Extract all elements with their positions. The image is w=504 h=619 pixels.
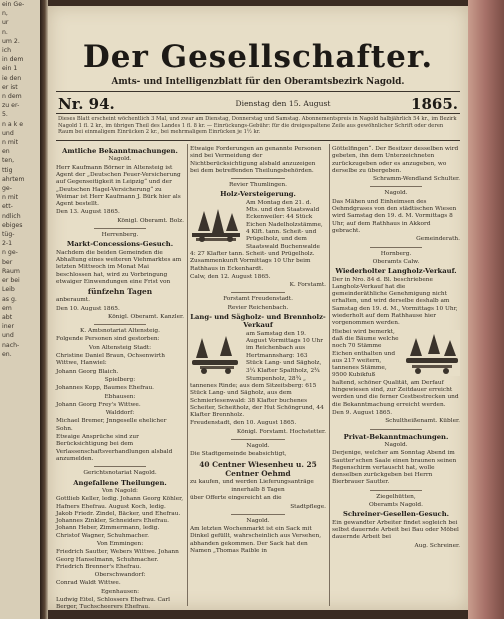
left-page-line: und bbox=[2, 332, 14, 340]
issue-number: Nr. 94. bbox=[58, 95, 115, 113]
left-page-line: ett- bbox=[2, 203, 13, 211]
left-page-line: 2-1 bbox=[2, 240, 13, 248]
notice-text: Derjenige, welcher am Sonntag Abend im Sautter'schen Saale einen braunen seinen Regenschirm vertauscht hat, wolle denselben zurückgeben bei Herrn Bierbrauer Sautter. bbox=[332, 450, 457, 486]
notice-heading: Schreiner-Gesellen-Gesuch. bbox=[342, 510, 450, 519]
left-page-line: ie den bbox=[2, 74, 22, 82]
notice-date: Den 13. August 1865. bbox=[56, 209, 120, 216]
woodcut-logging-icon bbox=[190, 332, 242, 376]
subscription-notice: Dieses Blatt erscheint wöchentlich 3 Mal, und zwar am Dienstag, Donnerstag und Samstag. Abonnementspreis in Nagold halbjährlich 54 kr., im Bezirk Nagold 1 fl. 2 kr., im übrigen Theil des Landes 1 fl. 8 kr. — Einrückungs-Gebühr: für die dreigespaltene Zeile aus gewöhnlicher Schrift oder deren Raum bei einmaligem Einrücken 2 kr., bei mehrmaligem Einrücken je 1½ kr. bbox=[58, 116, 457, 136]
left-page-line: ge- bbox=[2, 185, 12, 193]
notice-signature: K. Forstamt. bbox=[289, 282, 326, 289]
book-gutter bbox=[40, 0, 48, 619]
left-page-line: um 2. bbox=[2, 37, 20, 45]
section-heading: Amtliche Bekanntmachungen. bbox=[62, 147, 178, 155]
left-page-line: nach- bbox=[2, 341, 20, 349]
notice-text: Nachdem die beiden Gemeinden die Abhaltung eines weiteren Viehmarktes am letzten Mittwoch im Monat Mai beschlossen hat, wird zu Vorbringung etwaiger Einwendungen eine Frist von bbox=[56, 249, 182, 285]
left-page-line: n. bbox=[2, 28, 8, 36]
notice-emphasis: 40 Centner Wiesenheu u. 25 Centner Oehmd bbox=[199, 459, 317, 478]
notice-text: Etwaige Forderungen an genannte Personen sind bei Vermeidung der Nichtberücksichtigung alsbald anzuzeigen bei dem betreffenden Theilungsbehörden. bbox=[190, 146, 322, 174]
column-3 bbox=[332, 146, 460, 604]
place-name: Nagold. bbox=[384, 441, 408, 448]
left-page-line: ur bbox=[2, 19, 9, 27]
newspaper-title: Der Gesellschafter. bbox=[82, 39, 434, 75]
left-page-line: ten, bbox=[2, 157, 15, 165]
column-divider bbox=[329, 144, 330, 606]
issue-date: Dienstag den 15. August bbox=[235, 99, 331, 108]
left-page-line: iner bbox=[2, 323, 14, 331]
notice-text: Folgende Personen sind gestorben: bbox=[56, 336, 160, 343]
notice-signature: Stadtpflege. bbox=[290, 503, 326, 510]
place-name: Nagold. bbox=[108, 156, 132, 163]
place-name: K. Amtsnotariat Altensteig. bbox=[80, 328, 160, 335]
notice-text: 3¼ Klafter Spaltholz, 2¾ Stumpenholz, 28¾ „ tannenes Rinde; aus dem Sitzeitsberg: 615 Stück Lang- und Sägholz, aus dem Schmierlesenwald: 38 Klafter buchenes Scheiter, Scheitholz, der Hut Schöngrund, 44 Klafter Brennholz. bbox=[190, 368, 324, 419]
left-page-line: und bbox=[2, 129, 14, 137]
left-page-line: n, bbox=[2, 10, 8, 18]
left-page-line: ein 1 bbox=[2, 65, 18, 73]
left-page-line: en. bbox=[2, 350, 12, 358]
notice-text: am Samstag den 19. August Vormittags 10 Uhr im Reichenbach aus Hertmannsharg: 163 Stück Lang- und Sägholz, bbox=[246, 330, 324, 367]
notice-text: Friedrich Sautter, Webers Wittwe. Johann Georg Hanselmann, Schuhmacher. Friedrich Brenner's Ehefrau. bbox=[56, 549, 179, 570]
notice-subheading: Von Altensteig Stadt: bbox=[88, 344, 152, 351]
notice-signature: Königl. Oberamt. Kanzler. bbox=[108, 313, 184, 320]
section-heading: Privat-Bekanntmachungen. bbox=[343, 432, 449, 441]
notice-subheading: Walddorf: bbox=[105, 410, 135, 417]
left-page-line: ttig bbox=[2, 166, 13, 174]
place-name: Herrenberg. bbox=[101, 232, 139, 239]
notice-text: Johann Georg Blaich. bbox=[56, 368, 119, 375]
notice-subheading: Oberamts Calw. bbox=[372, 258, 420, 265]
column-2 bbox=[190, 146, 326, 604]
notice-signature: Schramm-Wendland Schulter. bbox=[372, 176, 460, 183]
place-name: Nagold. bbox=[246, 517, 270, 524]
notice-text: über Offerte eingereicht an die bbox=[190, 495, 282, 502]
separator bbox=[370, 429, 421, 430]
notice-signature: Königl. Forstamt. Hochstetter. bbox=[236, 428, 326, 435]
left-page-line: zu er- bbox=[2, 102, 20, 110]
left-page-line: n dem bbox=[2, 93, 22, 101]
left-page-fragment bbox=[0, 0, 40, 619]
left-page-line: n mit bbox=[2, 194, 19, 202]
notice-text: Ein gewandter Arbeiter findet sogleich bei selbst dauernde Arbeit bei Bau oder Möbel dauernde Arbeit bei bbox=[332, 519, 459, 541]
notice-subheading: Von Nagold: bbox=[102, 487, 138, 494]
notice-date: Freudenstadt, den 10. August 1865. bbox=[190, 420, 297, 427]
notice-text: zu kaufen, und werden Lieferungsanträge bbox=[190, 478, 314, 485]
left-page-line: em bbox=[2, 304, 12, 312]
notice-date: Den 9. August 1865. bbox=[332, 409, 393, 416]
newspaper-subtitle: Amts- und Intelligenzblatt für den Oberamtsbezirk Nagold. bbox=[111, 77, 405, 87]
notice-heading: Angefallene Theilungen. bbox=[73, 478, 167, 487]
notice-heading: Markt-Concessions-Gesuch. bbox=[66, 240, 174, 249]
notice-text: Etwaige Ansprüche sind zur Berücksichtigung bei dem Verlassenschaftsverhandlungen alsbald anzumelden. bbox=[56, 434, 173, 462]
notice-text: Die Stadtgemeinde beabsichtigt, bbox=[190, 451, 287, 458]
left-page-line: er bei bbox=[2, 277, 20, 285]
columns-rule bbox=[56, 140, 460, 141]
notice-subheading: Ebhausen: bbox=[104, 393, 136, 400]
notice-subheading: Oberamts Nagold. bbox=[369, 501, 423, 508]
notice-text: Johannes Kopp, Baumes Ehefrau. bbox=[56, 385, 155, 392]
issue-year: 1865. bbox=[411, 95, 458, 113]
left-page-line: 5. bbox=[2, 111, 8, 119]
book-edge bbox=[468, 0, 504, 619]
notice-text: Gottlieb Keller, ledig. Johann Georg Köhler, Hafners Ehefrau. August Koch, ledig. Jakob Friedr. Zindel, Bäcker, und Ehefrau. Johannes Zinkler, Schneiders Ehefrau. Johann Heber, Zimmermann, ledig. Christof Wagner, Schuhmacher. bbox=[56, 496, 184, 539]
place-name: Hornberg. bbox=[380, 250, 412, 257]
separator bbox=[231, 514, 285, 515]
notice-subheading: Spielberg: bbox=[104, 376, 136, 383]
notice-text: Göttelfingen“. Der Besitzer desselben wird gebeten, ihn dem Unterzeichneten zurückzugeben oder es anzugeben, wo derselbe zu übergeben. bbox=[332, 146, 459, 174]
left-page-line: Leib bbox=[2, 286, 15, 294]
separator bbox=[370, 247, 421, 248]
left-page-line: n ge- bbox=[2, 249, 18, 257]
notice-text: Herr Kaufmann Börner in Altensteig ist Agent der „Deutschen Feuer-Versicherung auf Gegenseitigkeit in Leipzig“ und der „Deutschen Hagel-Versicherung“ zu Weimar ist Herr Kaufmann J. Bürk hier als Agent bestellt. bbox=[56, 164, 181, 208]
left-page-line: in dem bbox=[2, 56, 24, 64]
notice-subheading: Egenhausen: bbox=[100, 588, 140, 595]
left-page-line: n a k e bbox=[2, 120, 24, 128]
left-page-line: abt bbox=[2, 313, 13, 321]
separator bbox=[370, 490, 421, 491]
separator bbox=[231, 439, 285, 440]
notice-text: Michael Bremer, Jnngeselle ehelicher Sohn. bbox=[56, 418, 167, 432]
notice-signature: Aug. Schreiner. bbox=[414, 542, 460, 549]
masthead-line bbox=[58, 95, 458, 111]
notice-text: Das Mähen und Einheimsen des Oehmdgrases von den städtischen Wiesen wird Samstag den 19. d. M. Vormittags 8 Uhr, auf dem Rathhaus in Akkord gebracht. bbox=[332, 198, 457, 234]
left-page-line: ahrtem bbox=[2, 175, 25, 183]
masthead-rule-bottom bbox=[56, 113, 460, 114]
notice-text: Ludwig Eitel, Schlossers Ehefrau. Carl Berger, Tuchscheerers Ehefrau. bbox=[56, 597, 171, 611]
left-page-line: as g. bbox=[2, 295, 17, 303]
left-page-line: ich bbox=[2, 47, 12, 55]
separator bbox=[231, 292, 285, 293]
separator bbox=[370, 186, 421, 187]
notice-heading: Holz-Versteigerung. bbox=[220, 190, 296, 199]
notice-subheading: Von Emmingen: bbox=[96, 540, 144, 547]
left-page-line: n mit bbox=[2, 139, 19, 147]
notice-heading: Wiederholter Langholz-Verkauf. bbox=[335, 267, 457, 276]
left-page-line: tüg- bbox=[2, 231, 15, 239]
woodcut-logging-icon bbox=[404, 330, 460, 376]
notice-date: Calw, den 12. August 1865. bbox=[190, 273, 271, 280]
notice-text: Am Montag den 21. d. Mts. und den Staatswald Eckenweiler: 44 Stück Eichen Nadelholzstämme, 4 Klft. tann. Scheit- und Prügelholz, und dem Staatswald Buchenwalde 4: 27 Klafter tann. Scheit- und Prügelholz. Zusammenkunft Vormittags 10 Uhr beim Rathhaus in Eckenhardt. bbox=[190, 199, 323, 272]
notice-text: Johann Georg Frey's Wittwe. bbox=[56, 401, 141, 408]
notice-signature: Schultheißenamt. Kübler. bbox=[385, 418, 460, 425]
notice-text: Conrad Waldt Wittwe. bbox=[56, 580, 121, 587]
place-name: Ziegelhütten, bbox=[376, 493, 416, 500]
notice-text: Am letzten Wochenmarkt ist ein Sack mit Dinkel gefüllt, wahrscheinlich aus Versehen, abhanden gekommen. Der Sack hat den Namen „Thomas Raible in bbox=[190, 526, 322, 554]
notice-emphasis: fünfzehn Tagen bbox=[87, 287, 153, 297]
separator bbox=[94, 324, 145, 325]
left-page-line: er ist bbox=[2, 83, 18, 91]
masthead-rule-top bbox=[56, 91, 460, 92]
newspaper-page bbox=[48, 6, 468, 610]
left-page-line: ein Ge- bbox=[2, 1, 25, 8]
place-name: Nagold. bbox=[246, 443, 270, 450]
notice-text: Christine Daniel Braun, Ochsenwirth Wittwe, Hanwiel: bbox=[56, 353, 165, 367]
left-page-line: Raum bbox=[2, 267, 20, 275]
notice-heading: Lang- und Sägholz- und Brennholz-Verkauf bbox=[190, 313, 326, 330]
woodcut-forest-icon bbox=[190, 201, 242, 245]
separator bbox=[94, 228, 145, 229]
notice-text: Hiebei wird bemerkt, daß die Bäume welche noch 70 Stämme Eichen enthalten und aus 217 weitern, tannenes Stämme, 9500 Kubikfuß haltend, schöner Qualität, am Derfauf hingewiesen sind, zur Zeitdauer erreicht werden und die ferner Cestbestrecken und die Bekanntmachung erreicht werden. bbox=[332, 328, 459, 408]
place-name: Gerichtsnotariat Nagold. bbox=[83, 470, 157, 477]
place-name: Revier Thumlingen. bbox=[229, 182, 287, 189]
notice-text: anberaumt. bbox=[56, 297, 90, 304]
separator bbox=[94, 466, 145, 467]
notice-subheading: Oberschwandorf: bbox=[94, 572, 146, 579]
left-page-line: en bbox=[2, 148, 10, 156]
notice-subheading: Revier Reichenbach. bbox=[227, 304, 289, 311]
notice-date: Den 10. August 1865. bbox=[56, 305, 120, 312]
left-page-line: ber bbox=[2, 258, 13, 266]
column-divider bbox=[187, 144, 188, 606]
notice-emphasis: innerhalb 8 Tagen bbox=[231, 486, 285, 493]
column-1 bbox=[56, 146, 184, 611]
left-page-line: ebiges bbox=[2, 221, 23, 229]
place-name: Nagold. bbox=[384, 190, 408, 197]
notice-signature: Königl. Oberamt. Bolz. bbox=[117, 217, 184, 224]
notice-text: Der in Nro. 84 d. Bl. beschriebene Langholz-Verkauf hat die gemeinderäthliche Genehmigung nicht erhalten, und wird derselbe deshalb am Samstag den 19. d. M., Vormittags 10 Uhr, wiederholt auf dem Rathhause hier vorgenommen werden. bbox=[332, 276, 458, 327]
left-page-line: ndlich bbox=[2, 212, 21, 220]
place-name: Forstamt Freudenstadt. bbox=[223, 296, 293, 303]
notice-signature: Gemeinderath. bbox=[416, 236, 460, 243]
separator bbox=[231, 178, 285, 179]
